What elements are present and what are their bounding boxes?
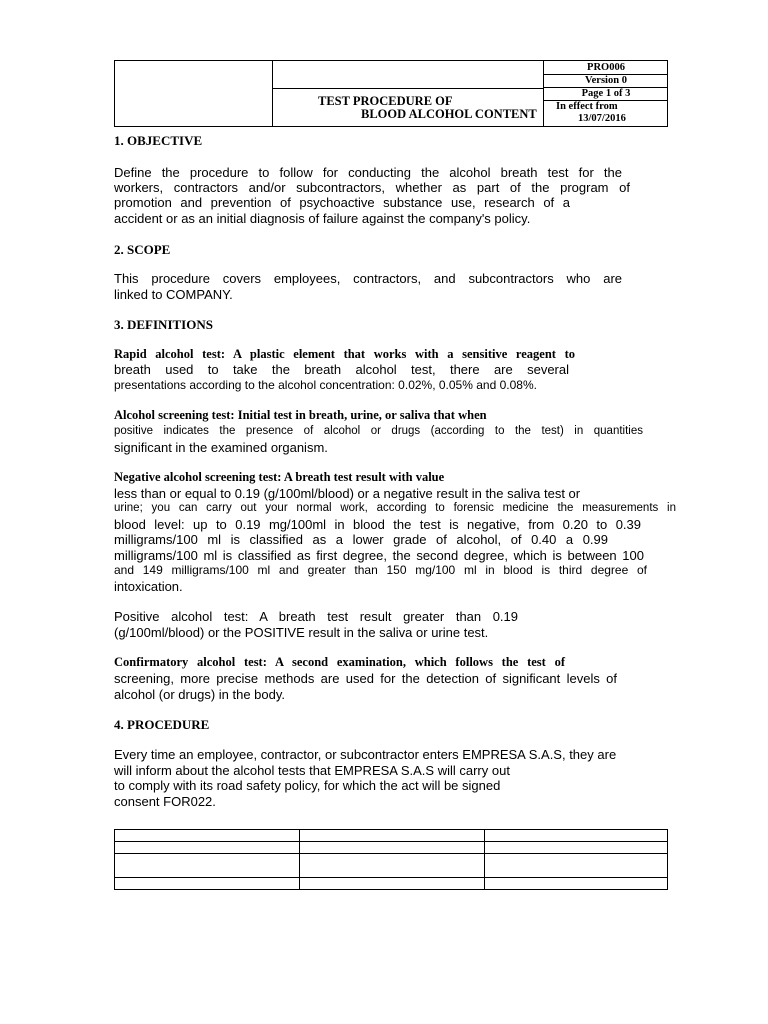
negative-test-line-3: blood level: up to 0.19 mg/100ml in blood the test is negative, from 0.20 to 0.39 xyxy=(114,517,641,532)
title-cell xyxy=(273,61,544,126)
section-heading-definitions: 3. DEFINITIONS xyxy=(114,317,213,332)
document-title-line2: BLOOD ALCOHOL CONTENT xyxy=(361,107,537,121)
negative-test-line-2: urine; you can carry out your normal work, according to forensic medicine the measurements in xyxy=(114,502,676,514)
table-row xyxy=(115,878,668,890)
confirmatory-test-line-2: screening, more precise methods are used for the detection of significant levels of xyxy=(114,671,617,686)
negative-test-line-1: less than or equal to 0.19 (g/100ml/blood) or a negative result in the saliva test or xyxy=(114,486,581,501)
effective-date-block xyxy=(544,101,668,125)
screening-test-definition-bold: Alcohol screening test: Initial test in breath, urine, or saliva that when xyxy=(114,408,487,422)
effective-date-label: In effect from xyxy=(556,101,618,112)
scope-line-1: This procedure covers employees, contractors, and subcontractors who are xyxy=(114,271,622,286)
positive-test-line-2: (g/100ml/blood) or the POSITIVE result in the saliva or urine test. xyxy=(114,625,489,640)
objective-line-1: Define the procedure to follow for conducting the alcohol breath test for the xyxy=(114,165,622,180)
negative-test-line-7: intoxication. xyxy=(114,579,183,594)
scope-line-2: linked to COMPANY. xyxy=(114,287,233,302)
table-cell xyxy=(485,842,668,854)
objective-line-3: promotion and prevention of psychoactive substance use, research of a xyxy=(114,195,570,210)
page-number: Page 1 of 3 xyxy=(544,87,668,101)
table-cell xyxy=(485,830,668,842)
rapid-test-definition-bold: Rapid alcohol test: A plastic element that works with a sensitive reagent to xyxy=(114,347,575,361)
table-cell xyxy=(300,878,485,890)
title-top-cell xyxy=(273,61,543,89)
table-cell xyxy=(115,878,300,890)
document-code: PRO006 xyxy=(544,61,668,75)
confirmatory-test-line-3: alcohol (or drugs) in the body. xyxy=(114,687,286,702)
document-version: Version 0 xyxy=(544,74,668,88)
procedure-line-3: to comply with its road safety policy, for which the act will be signed xyxy=(114,778,501,793)
effective-date-value: 13/07/2016 xyxy=(578,113,626,124)
meta-cell xyxy=(544,61,668,126)
table-row xyxy=(115,842,668,854)
table-cell xyxy=(115,842,300,854)
objective-line-2: workers, contractors and/or subcontractors, whether as part of the program of xyxy=(114,180,630,195)
table-cell xyxy=(300,842,485,854)
document-title-line1: TEST PROCEDURE OF xyxy=(318,94,453,108)
negative-test-line-6: and 149 milligrams/100 ml and greater than 150 mg/100 ml in blood is third degree of xyxy=(114,563,647,577)
table-cell xyxy=(485,878,668,890)
objective-line-4: accident or as an initial diagnosis of failure against the company's policy. xyxy=(114,211,531,226)
table-cell xyxy=(300,854,485,878)
screening-test-line-2: positive indicates the presence of alcohol or drugs (according to the test) in quantities xyxy=(114,425,643,437)
procedure-line-2: will inform about the alcohol tests that EMPRESA S.A.S will carry out xyxy=(114,763,510,778)
negative-test-line-5: milligrams/100 ml is classified as first degree, the second degree, which is between 100 xyxy=(114,548,644,563)
document-header-table xyxy=(114,60,668,127)
procedure-line-1: Every time an employee, contractor, or subcontractor enters EMPRESA S.A.S, they are xyxy=(114,747,617,762)
procedure-line-4: consent FOR022. xyxy=(114,794,216,809)
section-heading-procedure: 4. PROCEDURE xyxy=(114,717,210,732)
screening-test-line-3: significant in the examined organism. xyxy=(114,440,328,455)
rapid-test-line-3: presentations according to the alcohol concentration: 0.02%, 0.05% and 0.08%. xyxy=(114,378,537,392)
table-cell xyxy=(115,830,300,842)
section-heading-scope: 2. SCOPE xyxy=(114,242,171,257)
table-cell xyxy=(485,854,668,878)
positive-test-line-1: Positive alcohol test: A breath test result greater than 0.19 xyxy=(114,609,518,624)
table-row xyxy=(115,854,668,878)
confirmatory-test-definition-bold: Confirmatory alcohol test: A second examination, which follows the test of xyxy=(114,655,565,669)
negative-test-line-4: milligrams/100 ml is classified as a lower grade of alcohol, of 0.40 a 0.99 xyxy=(114,532,608,547)
logo-cell xyxy=(115,61,273,126)
section-heading-objective: 1. OBJECTIVE xyxy=(114,133,203,148)
table-cell xyxy=(300,830,485,842)
table-row xyxy=(115,830,668,842)
procedure-table xyxy=(114,829,668,890)
rapid-test-line-2: breath used to take the breath alcohol test, there are several xyxy=(114,362,569,377)
negative-test-definition-bold: Negative alcohol screening test: A breath test result with value xyxy=(114,470,445,484)
table-cell xyxy=(115,854,300,878)
